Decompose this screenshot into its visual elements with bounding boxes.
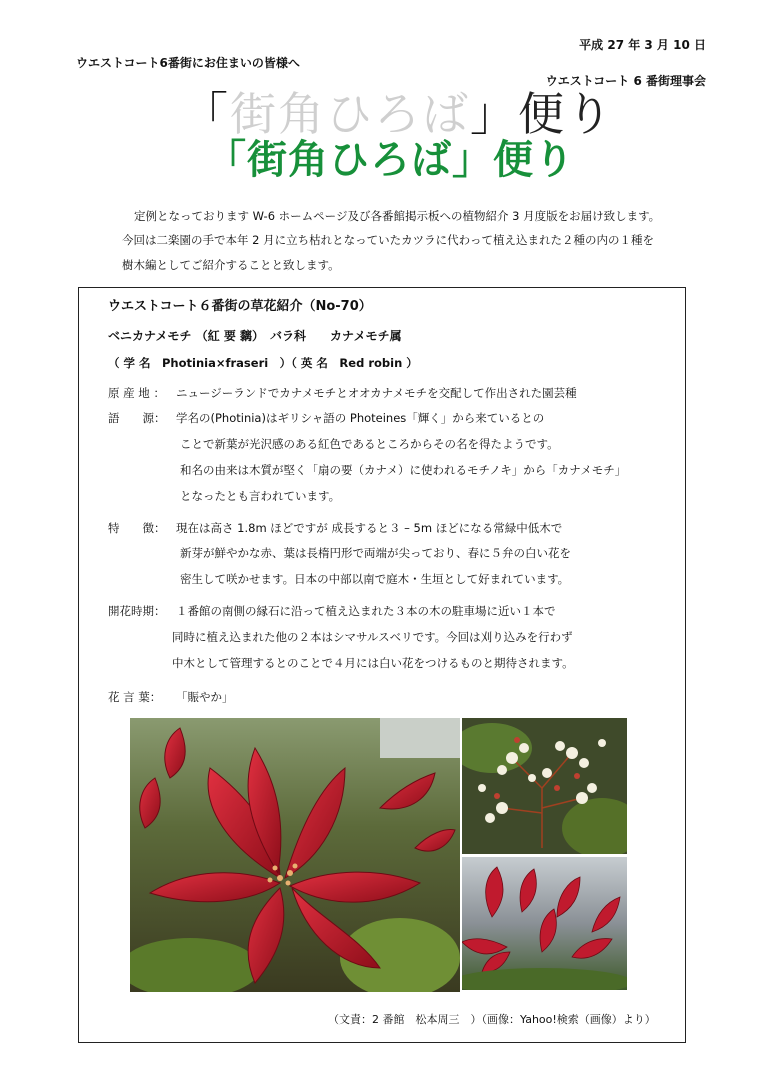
title-ghost-tail: 便り <box>518 87 614 141</box>
intro-line-1: 定例となっております W-6 ホームページ及び各番館掲示板への植物紹介 3 月度版をお届け致します。 <box>134 209 661 223</box>
etymology-line: ことで新葉が光沢感のある紅色であるところからその名を得たようです。 <box>180 437 559 451</box>
feature-line: 現在は高さ 1.8m ほどですが 成長すると３ – 5m ほどになる常緑中低木で <box>176 521 563 535</box>
feature-label: 特 徴： <box>108 521 166 535</box>
bloom-line: １番館の南側の縁石に沿って植え込まれた３本の木の駐車場に近い１本で <box>176 604 556 618</box>
intro-line-3: 樹木編としてご紹介することと致します。 <box>122 258 340 272</box>
title-ghost-text: 街角ひろば <box>230 87 470 141</box>
etymology-label: 語 源： <box>108 411 166 425</box>
origin-label: 原 産 地 ： <box>108 386 165 400</box>
etymology-line: となったとも言われています。 <box>180 489 341 503</box>
flower-language: 「賑やか」 <box>176 690 234 704</box>
bloom-line: 中木として管理するとのことで４月には白い花をつけるものと期待されます。 <box>172 656 574 670</box>
feature-line: 新芽が鮮やかな赤、葉は長楕円形で両端が尖っており、春に５弁の白い花を <box>180 546 571 560</box>
bloom-line: 同時に植え込まれた他の２本はシマサルスベリです。今回は刈り込みを行わず <box>172 630 573 644</box>
page-title: 「街角ひろば」便り <box>206 136 575 183</box>
bloom-label: 開花時期： <box>108 604 166 618</box>
photo-white-flowers <box>462 718 627 854</box>
feature-line: 密生して咲かせます。日本の中部以南で庭木・生垣として好まれています。 <box>180 572 570 586</box>
flower-language-label: 花 言 葉： <box>108 690 162 704</box>
intro-line-2: 今回は二楽園の手で本年 2 月に立ち枯れとなっていたカツラに代わって植え込まれた２種の内の１種を <box>122 233 655 247</box>
origin-text: ニュージーランドでカナメモチとオオカナメモチを交配して作出された園芸種 <box>176 386 577 400</box>
title-ghost-close: 」 <box>470 87 518 141</box>
greeting: ウエストコート6番街にお住まいの皆様へ <box>76 56 300 70</box>
plant-name: ベニカナメモチ （紅 要 黐） バラ科 カナメモチ属 <box>108 329 402 343</box>
credit: （文責：2 番館 松本周三 ）（画像：Yahoo!検索（画像）より） <box>328 1013 656 1026</box>
etymology-line: 和名の由来は木質が堅く「扇の要（カナメ）に使われるモチノキ」から「カナメモチ」 <box>180 463 627 477</box>
photo-red-shoots <box>462 857 627 990</box>
date: 平成 27 年 3 月 10 日 <box>579 38 706 52</box>
scientific-name: （ 学 名 Photinia×fraseri ）（ 英 名 Red robin ） <box>108 356 418 370</box>
organization: ウエストコート 6 番街理事会 <box>545 74 706 88</box>
section-title: ウエストコート６番街の草花紹介（No-70） <box>108 299 372 314</box>
photo-red-robin-leaves <box>130 718 460 992</box>
etymology-line: 学名の(Photinia)はギリシャ語の Photeines「輝く」から来ているとの <box>176 411 545 425</box>
title-ghost-open: 「 <box>182 87 230 141</box>
